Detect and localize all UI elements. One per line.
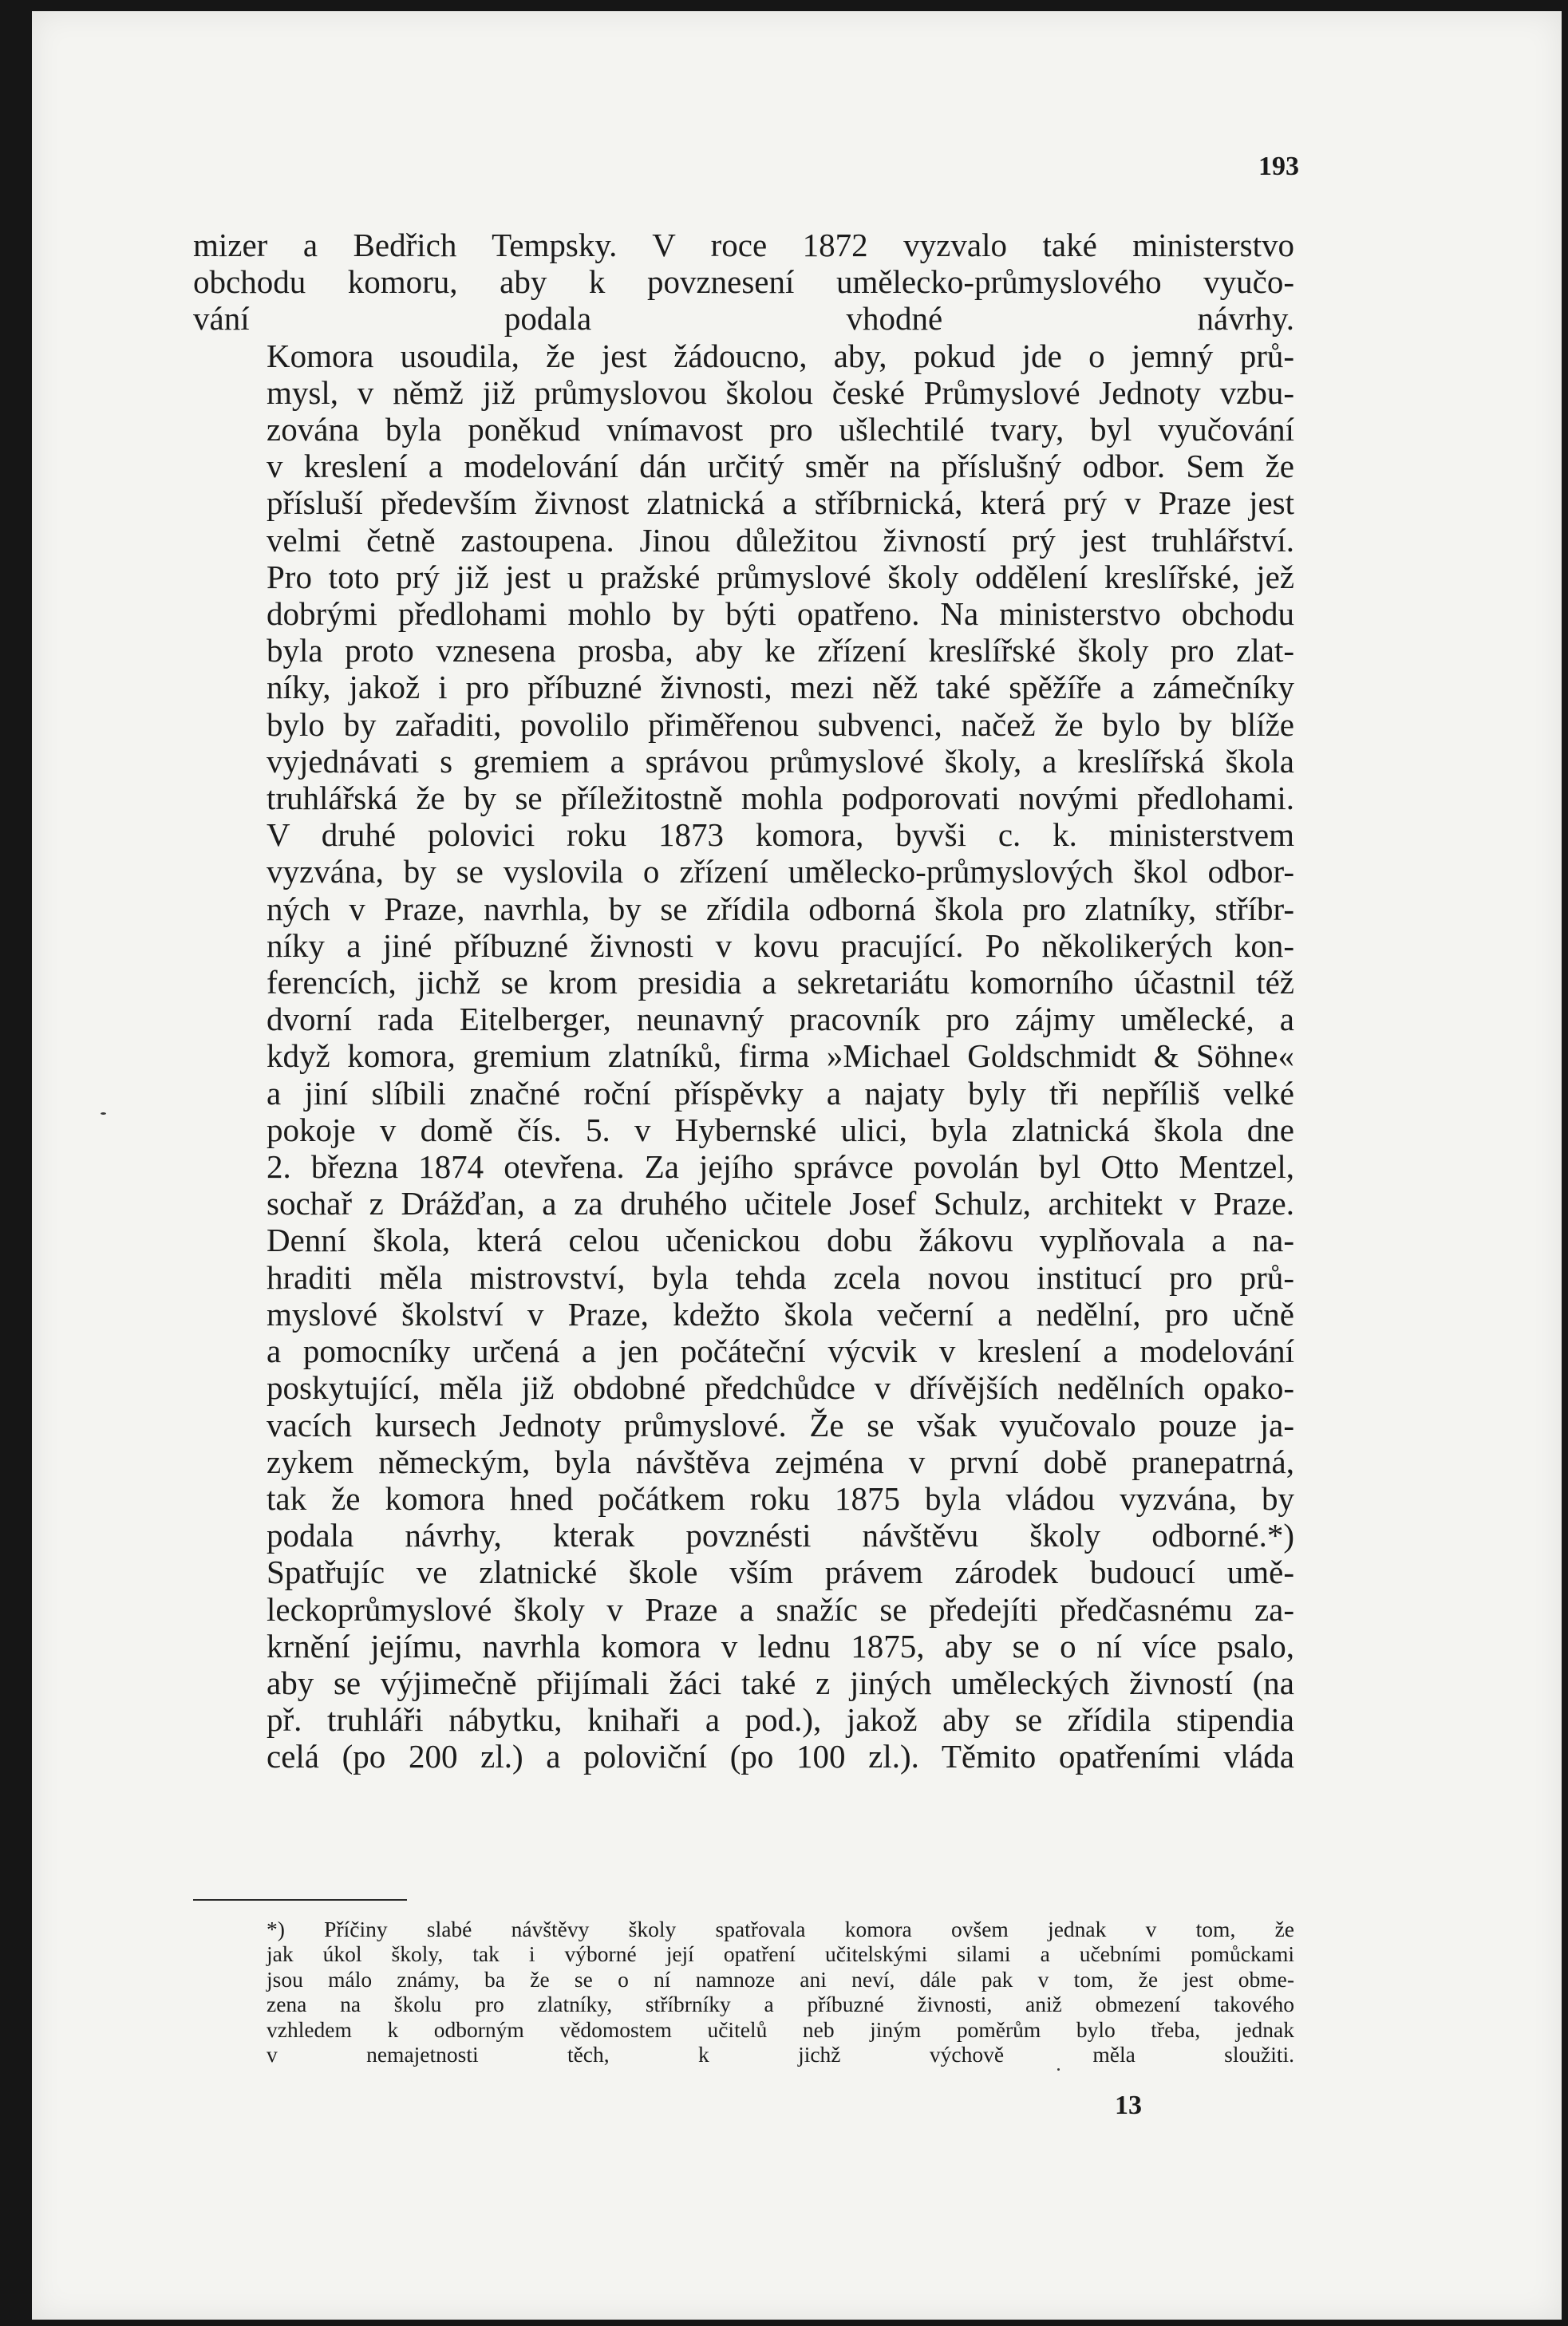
book-page — [32, 11, 1562, 2320]
text-line: Denní škola, která celou učenickou dobu žákovu vyplňovala a na- — [267, 1222, 1294, 1259]
text-line: přísluší především živnost zlatnická a stříbrnická, která prý v Praze jest — [267, 484, 1294, 522]
text-line: tak že komora hned počátkem roku 1875 byla vládou vyzvána, by — [267, 1479, 1294, 1517]
text-line: leckoprůmyslové školy v Praze a snažíc se předejíti předčasnému za- — [267, 1590, 1294, 1628]
paragraph-3 — [193, 816, 1294, 1222]
text-line: níky, jakož i pro příbuzné živnosti, mezi něž také spěžíře a zámečníky — [267, 669, 1294, 706]
paragraph-5 — [193, 1554, 1294, 1775]
text-line: ferencích, jichž se krom presidia a sekretariátu komorního účastnil též — [267, 964, 1294, 1001]
text-line: vyjednávati s gremiem a správou průmyslové školy, a kreslířská škola — [267, 742, 1294, 780]
footnote-line: jsou málo známy, ba že se o ní namnoze ani neví, dále pak v tom, že jest obme- — [267, 1966, 1294, 1992]
text-line: níky a jiné příbuzné živnosti v kovu pracující. Po několikerých kon- — [267, 926, 1294, 964]
text-line: myslové školství v Praze, kdežto škola večerní a nedělní, pro učně — [267, 1295, 1294, 1333]
text-line: dobrými předlohami mohlo by býti opatřeno. Na ministerstvo obchodu — [267, 595, 1294, 633]
footnote-line: *) Příčiny slabé návštěvy školy spatřovala komora ovšem jednak v tom, že — [267, 1917, 1294, 1941]
footnote — [193, 1917, 1294, 2067]
text-line: zována byla poněkud vnímavost pro ušlechtilé tvary, byl vyučování — [267, 411, 1294, 448]
footnote-line: vzhledem k odborným vědomostem učitelů neb jiným poměrům bylo třeba, jednak — [267, 2016, 1294, 2042]
footnote-line: zena na školu pro zlatníky, stříbrníky a příbuzné živnosti, aniž obmezení takového — [267, 1992, 1294, 2017]
scan-speck — [101, 1112, 106, 1115]
body-text — [193, 227, 1294, 1775]
text-line: obchodu komoru, aby k povznesení umělecko-průmyslového vyučo- — [193, 263, 1294, 301]
paragraph-4 — [193, 1222, 1294, 1554]
footnote-line: jak úkol školy, tak i výborné její opatření učitelskými silami a učebními pomůckami — [267, 1941, 1294, 1967]
text-line: a pomocníky určená a jen počáteční výcvik v kreslení a modelování — [267, 1333, 1294, 1370]
text-line: celá (po 200 zl.) a poloviční (po 100 zl.). Těmito opatřeními vláda — [267, 1738, 1294, 1775]
text-line: krnění jejímu, navrhla komora v lednu 1875, aby se o ní více psalo, — [267, 1627, 1294, 1665]
text-line: zykem německým, byla návštěva zejména v první době pranepatrná, — [267, 1443, 1294, 1480]
signature-number: 13 — [1115, 2091, 1142, 2120]
text-line: bylo by zařaditi, povolilo přiměřenou subvenci, načež že bylo by blíže — [267, 705, 1294, 743]
text-line: pokoje v domě čís. 5. v Hybernské ulici, byla zlatnická škola dne — [267, 1111, 1294, 1148]
paragraph-2 — [193, 338, 1294, 817]
text-line: př. truhláři nábytku, knihaři a pod.), jakož aby se zřídila stipendia — [267, 1701, 1294, 1739]
text-line: Spatřujíc ve zlatnické škole vším právem zárodek budoucí umě- — [267, 1554, 1294, 1591]
text-line: Komora usoudila, že jest žádoucno, aby, pokud jde o jemný prů- — [267, 337, 1294, 374]
text-line: ných v Praze, navrhla, by se zřídila odborná škola pro zlatníky, stříbr- — [267, 890, 1294, 927]
text-line: Pro toto prý již jest u pražské průmyslové školy oddělení kreslířské, jež — [267, 558, 1294, 595]
text-line: když komora, gremium zlatníků, firma »Michael Goldschmidt & Söhne« — [267, 1037, 1294, 1075]
text-line: velmi četně zastoupena. Jinou důležitou živností prý jest truhlářství. — [267, 521, 1294, 559]
text-line: podala návrhy, kterak povznésti návštěvu školy odborné.*) — [267, 1517, 1294, 1554]
text-line: mizer a Bedřich Tempsky. V roce 1872 vyzvalo také ministerstvo — [193, 227, 1294, 263]
text-line: sochař z Drážďan, a za druhého učitele Josef Schulz, architekt v Praze. — [267, 1185, 1294, 1222]
text-line: vacích kursech Jednoty průmyslové. Že se však vyučovalo pouze ja- — [267, 1406, 1294, 1443]
text-line: mysl, v němž již průmyslovou školou české Průmyslové Jednoty vzbu- — [267, 373, 1294, 411]
footnote-divider — [193, 1899, 407, 1901]
text-line: aby se výjimečně přijímali žáci také z jiných uměleckých živností (na — [267, 1664, 1294, 1701]
text-line: 2. března 1874 otevřena. Za jejího správce povolán byl Otto Mentzel, — [267, 1148, 1294, 1186]
text-line: vání podala vhodné návrhy. — [193, 300, 1294, 338]
footnote-line: v nemajetnosti těch, k jichž výchově měla sloužiti. — [267, 2042, 1294, 2067]
text-line: byla proto vznesena prosba, aby ke zřízení kreslířské školy pro zlat- — [267, 632, 1294, 669]
paragraph-1 — [193, 227, 1294, 338]
scan-speck — [1057, 2068, 1060, 2071]
page-number: 193 — [1258, 152, 1299, 181]
text-line: v kreslení a modelování dán určitý směr na příslušný odbor. Sem že — [267, 448, 1294, 485]
text-line: hraditi měla mistrovství, byla tehda zcela novou institucí pro prů- — [267, 1258, 1294, 1296]
text-line: vyzvána, by se vyslovila o zřízení umělecko-průmyslových škol odbor- — [267, 853, 1294, 891]
text-line: V druhé polovici roku 1873 komora, byvši c. k. ministerstvem — [267, 816, 1294, 854]
text-line: truhlářská že by se příležitostně mohla podporovati novými předlohami. — [267, 780, 1294, 817]
text-line: dvorní rada Eitelberger, neunavný pracovník pro zájmy umělecké, a — [267, 1001, 1294, 1038]
text-line: poskytující, měla již obdobné předchůdce v dřívějších nedělních opako- — [267, 1369, 1294, 1407]
text-line: a jiní slíbili značné roční příspěvky a najaty byly tři nepříliš velké — [267, 1074, 1294, 1112]
